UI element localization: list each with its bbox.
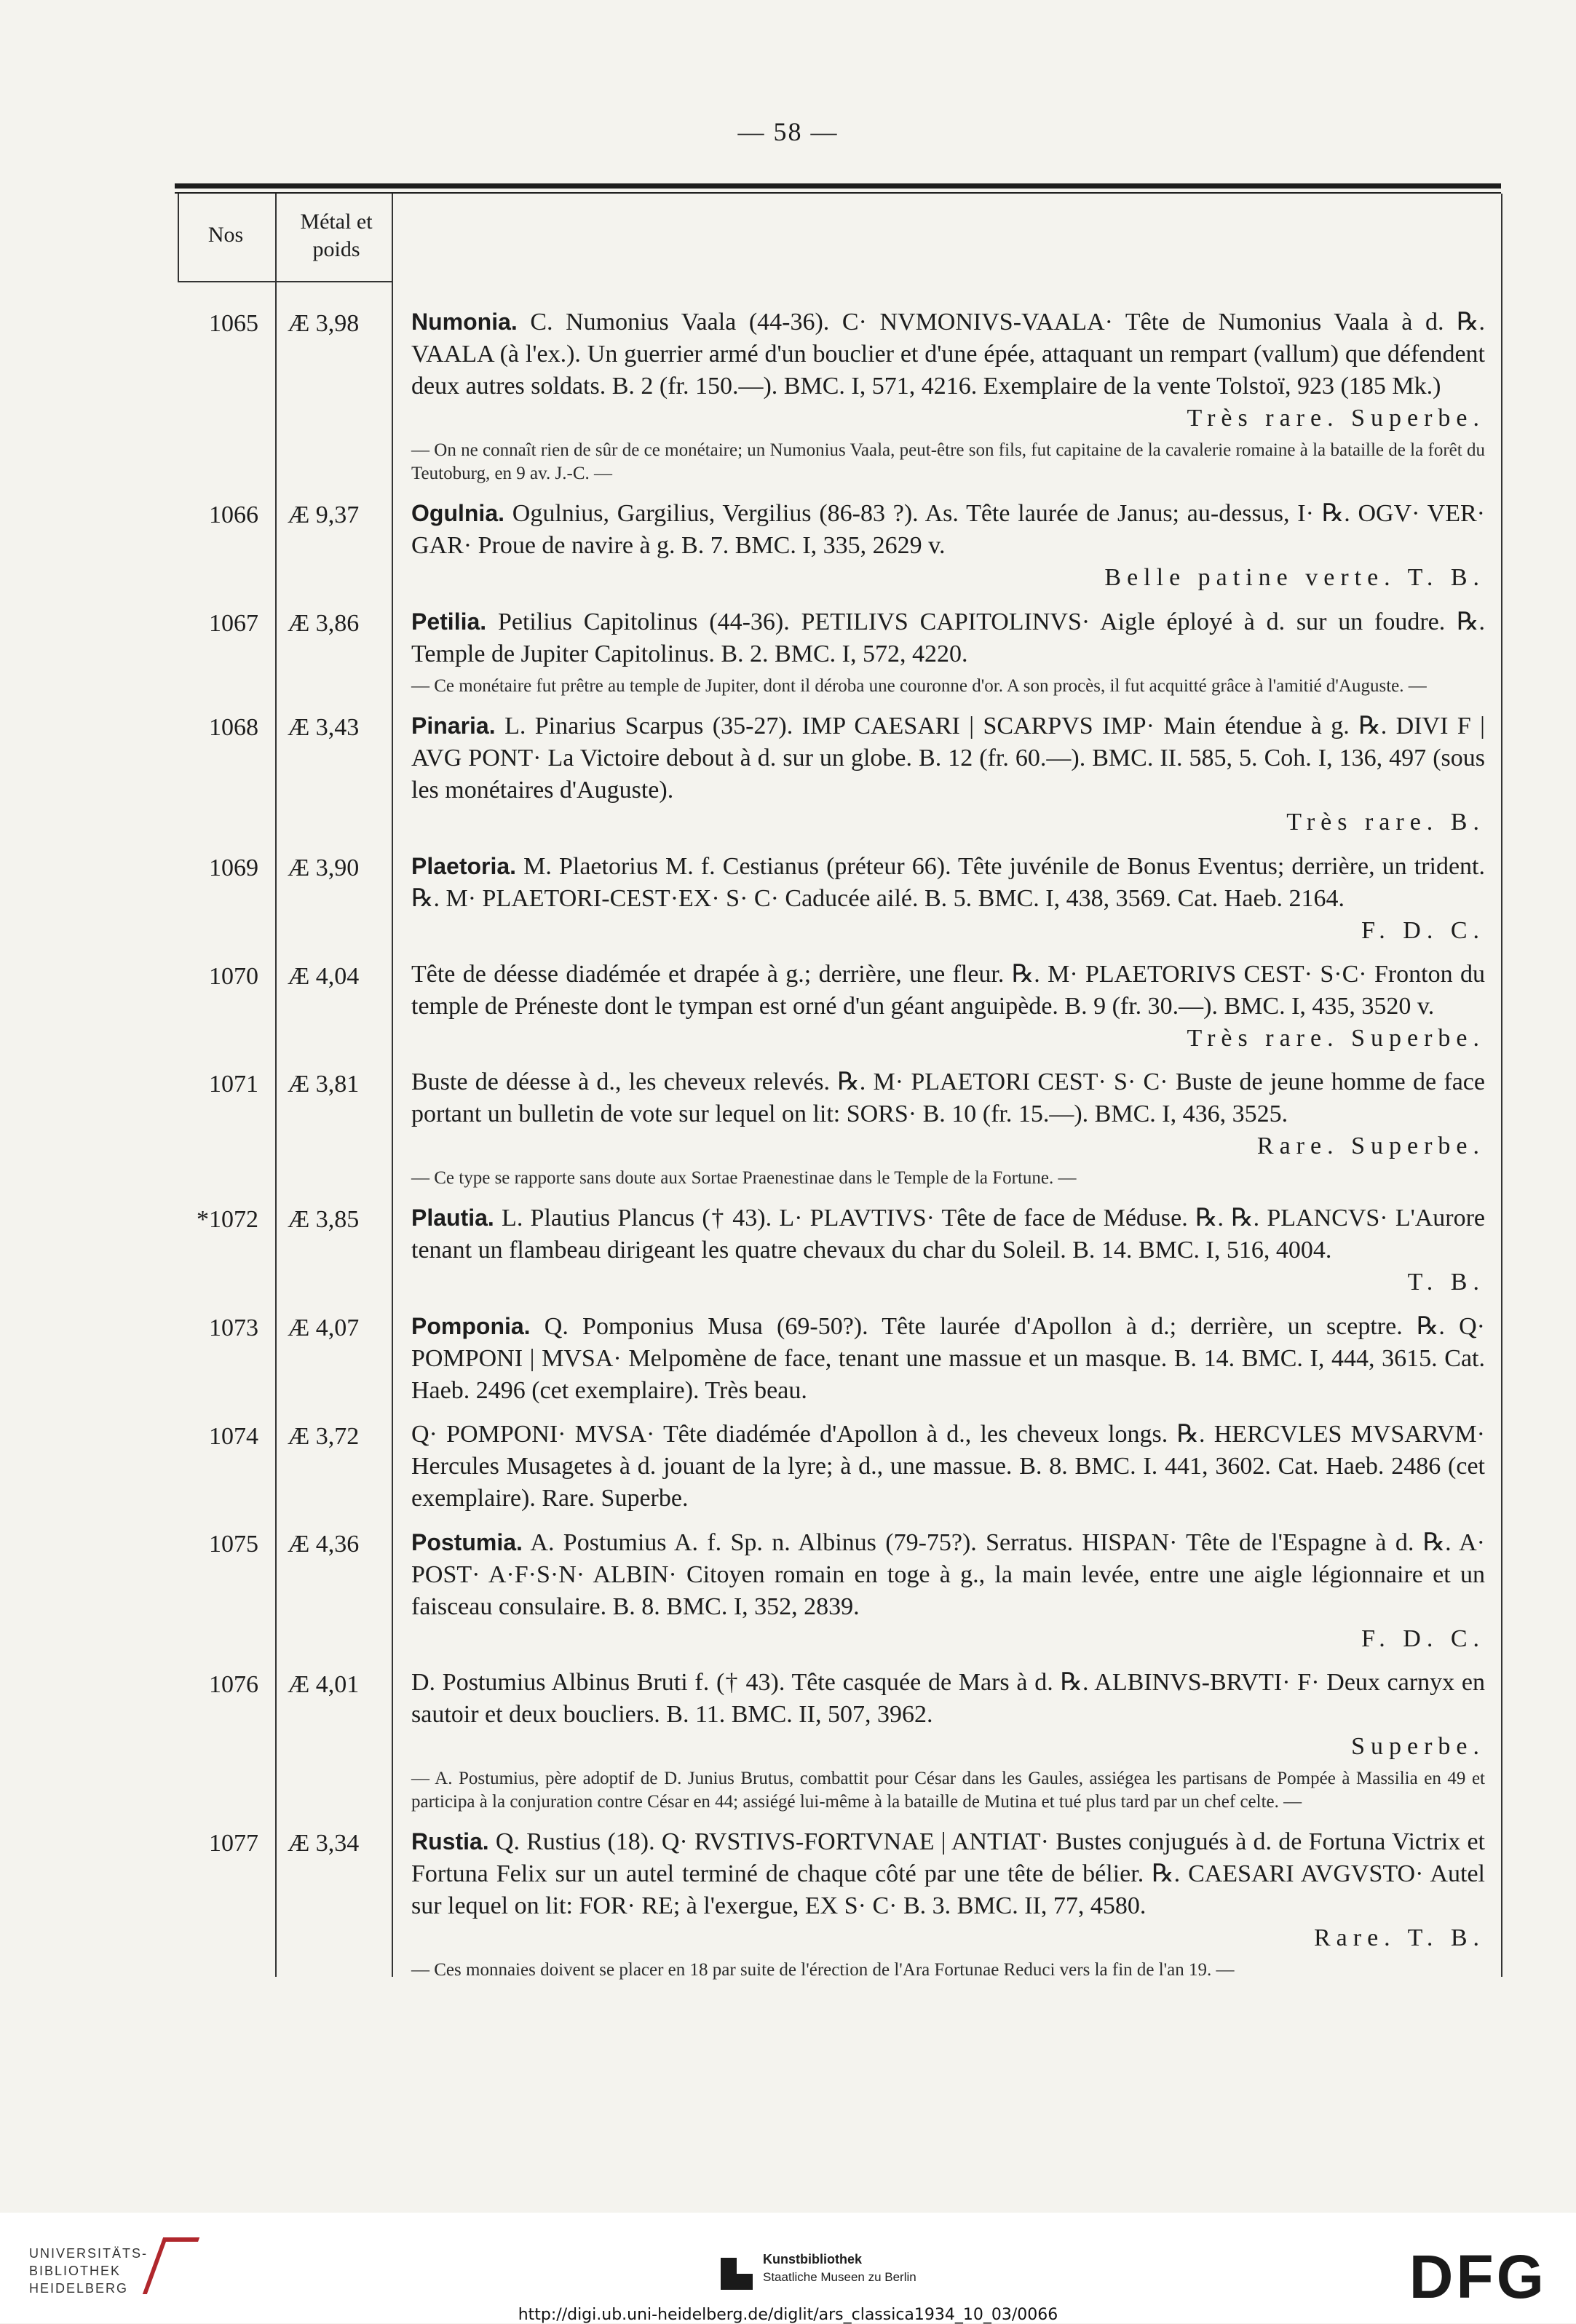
entry-metal-weight: Æ 3,43 <box>288 714 360 741</box>
uni-logo-line: UNIVERSITÄTS- <box>29 2246 149 2261</box>
catalogue-entry <box>0 306 1576 497</box>
entry-note: — On ne connaît rien de sûr de ce monétaire; un Numonius Vaala, peut-être son fils, fut capitaine de la cavalerie romaine à la bataille de la forêt du Teutoburg, en 9 av. J.-C. — <box>411 440 1485 483</box>
catalogue-entry <box>0 1066 1576 1202</box>
entry-text: Ogulnius, Gargilius, Vergilius (86-83 ?). As. Tête laurée de Janus; au-dessus, I· ℞. OGV· VER· GAR· Proue de navire à g. B. 7. BMC. I, 335, 2629 v. <box>411 500 1485 559</box>
catalogue-entry <box>0 1667 1576 1825</box>
entry-text: L. Plautius Plancus († 43). L· PLAVTIVS· Tête de face de Méduse. ℞. ℞. PLANCVS· L'Aurore tenant un flambeau dirigeant les quatre chevaux du char du Soleil. B. 14. BMC. I, 516, 4004. <box>411 1205 1486 1264</box>
entry-description <box>411 959 1485 1055</box>
entry-text: C. Numonius Vaala (44-36). C· NVMONIVS-VAALA· Tête de Numonius Vaala à d. ℞. VAALA (à l'ex.). Un guerrier armé d'un bouclier et d'une épée, attaquant un rempart (vallum) que défendent deux autres soldats. B. 2 (fr. 150.—). BMC. I, 571, 4216. Exemplaire de la vente Tolstoï, 923 (185 Mk.) <box>411 309 1485 400</box>
entry-metal-weight: Æ 3,34 <box>288 1830 360 1857</box>
column-divider <box>178 194 179 282</box>
header-divider <box>178 281 392 282</box>
entry-number: 1069 <box>209 854 258 881</box>
entry-gens: Postumia. <box>411 1529 523 1555</box>
entry-number: 1077 <box>209 1830 258 1857</box>
kb-subtitle: Staatliche Museen zu Berlin <box>763 2270 916 2284</box>
entry-number: 1074 <box>209 1423 258 1450</box>
entry-number: 1066 <box>209 501 258 528</box>
catalogue-entry <box>0 1419 1576 1526</box>
entry-gens: Plaetoria. <box>411 853 517 879</box>
entry-metal-weight: Æ 3,86 <box>288 610 360 637</box>
entry-description <box>411 497 1485 594</box>
entry-number: 1073 <box>209 1314 258 1341</box>
digitization-footer <box>0 2213 1576 2323</box>
entry-note: — Ce monétaire fut prêtre au temple de Jupiter, dont il déroba une couronne d'or. A son procès, il fut acquitté grâce à l'amitié d'Auguste. — <box>411 676 1427 696</box>
entry-gens: Numonia. <box>411 309 518 335</box>
entry-description <box>411 710 1485 838</box>
catalogue-entry <box>0 497 1576 606</box>
entry-text: M. Plaetorius M. f. Cestianus (préteur 66). Tête juvénile de Bonus Eventus; derrière, un trident. ℞. M· PLAETORI-CEST·EX· S· C· Caducée ailé. B. 5. BMC. I, 438, 3569. Cat. Haeb. 2164. <box>411 853 1486 912</box>
entry-note: — Ce type se rapporte sans doute aux Sortae Praenestinae dans le Temple de la Fortune. — <box>411 1168 1077 1188</box>
entry-text: L. Pinarius Scarpus (35-27). IMP CAESARI | SCARPVS IMP· Main étendue à g. ℞. DIVI F | AVG PONT· La Victoire debout à d. sur un globe. B. 12 (fr. 60.—). BMC. II. 585, 5. Coh. I, 136, 497 (sous les monétaires d'Auguste). <box>411 713 1485 804</box>
entry-description <box>411 1419 1485 1515</box>
entry-description <box>411 850 1485 947</box>
entry-metal-weight: Æ 9,37 <box>288 501 360 528</box>
entry-metal-weight: Æ 3,85 <box>288 1206 360 1233</box>
catalogue-entry <box>0 850 1576 959</box>
entry-gens: Pinaria. <box>411 713 496 739</box>
entry-text: Petilius Capitolinus (44-36). PETILIVS CAPITOLINVS· Aigle éployé à d. sur un foudre. ℞. Temple de Jupiter Capitolinus. B. 2. BMC. I, 572, 4220. <box>411 608 1486 667</box>
entry-text: A. Postumius A. f. Sp. n. Albinus (79-75?). Serratus. HISPAN· Tête de l'Espagne à d. ℞. A· POST· A·F·S·N· ALBIN· Citoyen romain en toge à g., la main levée, entre une aigle légionnaire et un faisceau consulaire. B. 8. BMC. I, 352, 2839. <box>411 1529 1485 1620</box>
entry-rarity: F. D. C. <box>1361 917 1485 944</box>
entry-rarity: Superbe. <box>1351 1733 1485 1760</box>
entry-number: 1070 <box>209 963 258 990</box>
entry-description <box>411 1310 1485 1407</box>
entry-gens: Plautia. <box>411 1205 494 1231</box>
entry-metal-weight: Æ 4,07 <box>288 1314 360 1341</box>
entry-rarity: Très rare. B. <box>1286 809 1485 836</box>
source-url[interactable]: http://digi.ub.uni-heidelberg.de/diglit/ars_classica1934_10_03/0066 <box>518 2306 1058 2324</box>
entry-number: 1075 <box>209 1531 258 1558</box>
dfg-logo: DFG <box>1409 2242 1547 2311</box>
catalogue-entry <box>0 1310 1576 1419</box>
entry-number: *1072 <box>197 1206 258 1233</box>
entry-text: Q· POMPONI· MVSA· Tête diadémée d'Apollon à d., les cheveux longs. ℞. HERCVLES MVSARVM· Hercules Musagetes à d. jouant de la lyre; à d., une massue. B. 8. BMC. I. 441, 3602. Cat. Haeb. 2486 (cet exemplaire). Rare. Superbe. <box>411 1421 1485 1512</box>
catalogue-entry <box>0 606 1576 710</box>
entry-number: 1071 <box>209 1071 258 1098</box>
catalogue-entries <box>0 306 1576 1982</box>
entry-description <box>411 1202 1485 1298</box>
page-number: — 58 — <box>737 117 839 146</box>
university-library-logo <box>29 2245 148 2297</box>
entry-gens: Petilia. <box>411 608 487 635</box>
entry-text: D. Postumius Albinus Bruti f. († 43). Tête casquée de Mars à d. ℞. ALBINVS-BRVTI· F· Deux carnyx en sautoir et deux boucliers. B. 11. BMC. II, 507, 3962. <box>411 1669 1485 1728</box>
entry-metal-weight: Æ 3,81 <box>288 1071 360 1098</box>
entry-text: Buste de déesse à d., les cheveux relevés. ℞. M· PLAETORI CEST· S· C· Buste de jeune homme de face portant un bulletin de vote sur lequel on lit: SORS· B. 10 (fr. 15.—). BMC. I, 436, 3525. <box>411 1068 1485 1127</box>
catalogue-entry <box>0 1825 1576 1982</box>
top-rule <box>175 183 1501 189</box>
entry-rarity: Très rare. Superbe. <box>1187 1025 1485 1052</box>
top-rule-thin <box>175 192 1501 194</box>
entry-rarity: Belle patine verte. T. B. <box>1104 564 1485 591</box>
entry-gens: Rustia. <box>411 1828 489 1855</box>
entry-metal-weight: Æ 3,72 <box>288 1423 360 1450</box>
entry-metal-weight: Æ 4,01 <box>288 1671 360 1698</box>
entry-text: Q. Pomponius Musa (69-50?). Tête laurée d'Apollon à d.; derrière, un sceptre. ℞. Q· POMPONI | MVSA· Melpomène de face, tenant une massue et un masque. B. 14. BMC. I, 444, 3615. Cat. Haeb. 2496 (cet exemplaire). Très beau. <box>411 1313 1485 1404</box>
entry-note: — A. Postumius, père adoptif de D. Junius Brutus, combattit pour César dans les Gaules, assiégea les partisans de Pompée à Massilia en 49 et participa à la conjuration contre César en 44; assiégé lui-même à la bataille de Mutina et tué plus tard par un chef celte. — <box>411 1769 1485 1812</box>
catalogue-entry <box>0 959 1576 1066</box>
entry-gens: Ogulnia. <box>411 500 504 526</box>
uni-logo-line: HEIDELBERG <box>29 2281 129 2296</box>
column-header-metal: Métal et poids <box>300 210 373 261</box>
entry-text: Q. Rustius (18). Q· RVSTIVS-FORTVNAE | ANTIAT· Bustes conjugués à d. de Fortuna Victrix et Fortuna Felix sur un autel terminé de chaque côté par une tête de bélier. ℞. CAESARI AVGVSTO· Autel sur lequel on lit: FOR· RE; à l'exergue, EX S· C· B. 3. BMC. II, 77, 4580. <box>411 1828 1485 1919</box>
entry-description <box>411 306 1485 435</box>
entry-gens: Pomponia. <box>411 1313 531 1339</box>
column-header-number: Nos <box>207 223 244 247</box>
catalogue-entry <box>0 1526 1576 1667</box>
catalogue-entry <box>0 1202 1576 1310</box>
kb-title: Kunstbibliothek <box>763 2252 862 2267</box>
entry-description <box>411 1066 1485 1162</box>
entry-number: 1076 <box>209 1671 258 1698</box>
entry-rarity: Rare. Superbe. <box>1256 1133 1485 1159</box>
entry-description <box>411 1526 1485 1655</box>
entry-description <box>411 1667 1485 1763</box>
entry-rarity: F. D. C. <box>1361 1625 1485 1652</box>
entry-metal-weight: Æ 4,04 <box>288 963 360 990</box>
entry-rarity: Très rare. Superbe. <box>1187 405 1485 432</box>
entry-number: 1067 <box>209 610 258 637</box>
entry-text: Tête de déesse diadémée et drapée à g.; derrière, une fleur. ℞. M· PLAETORIVS CEST· S·C· Fronton du temple de Préneste dont le tympan est orné d'un géant anguipède. B. 9 (fr. 30.—). BMC. I, 435, 3520 v. <box>411 961 1485 1020</box>
catalogue-entry <box>0 710 1576 850</box>
entry-description <box>411 606 1485 670</box>
entry-metal-weight: Æ 3,98 <box>288 310 360 337</box>
entry-metal-weight: Æ 4,36 <box>288 1531 360 1558</box>
entry-rarity: Rare. T. B. <box>1314 1924 1485 1951</box>
entry-rarity: T. B. <box>1407 1269 1485 1296</box>
university-mark-icon <box>143 2237 199 2294</box>
entry-number: 1065 <box>209 310 258 337</box>
entry-description <box>411 1825 1485 1954</box>
entry-metal-weight: Æ 3,90 <box>288 854 360 881</box>
entry-number: 1068 <box>209 714 258 741</box>
uni-logo-line: BIBLIOTHEK <box>29 2264 122 2278</box>
kunstbibliothek-icon <box>721 2258 753 2290</box>
entry-note: — Ces monnaies doivent se placer en 18 par suite de l'érection de l'Ara Fortunae Reduci vers la fin de l'an 19. — <box>411 1960 1235 1980</box>
